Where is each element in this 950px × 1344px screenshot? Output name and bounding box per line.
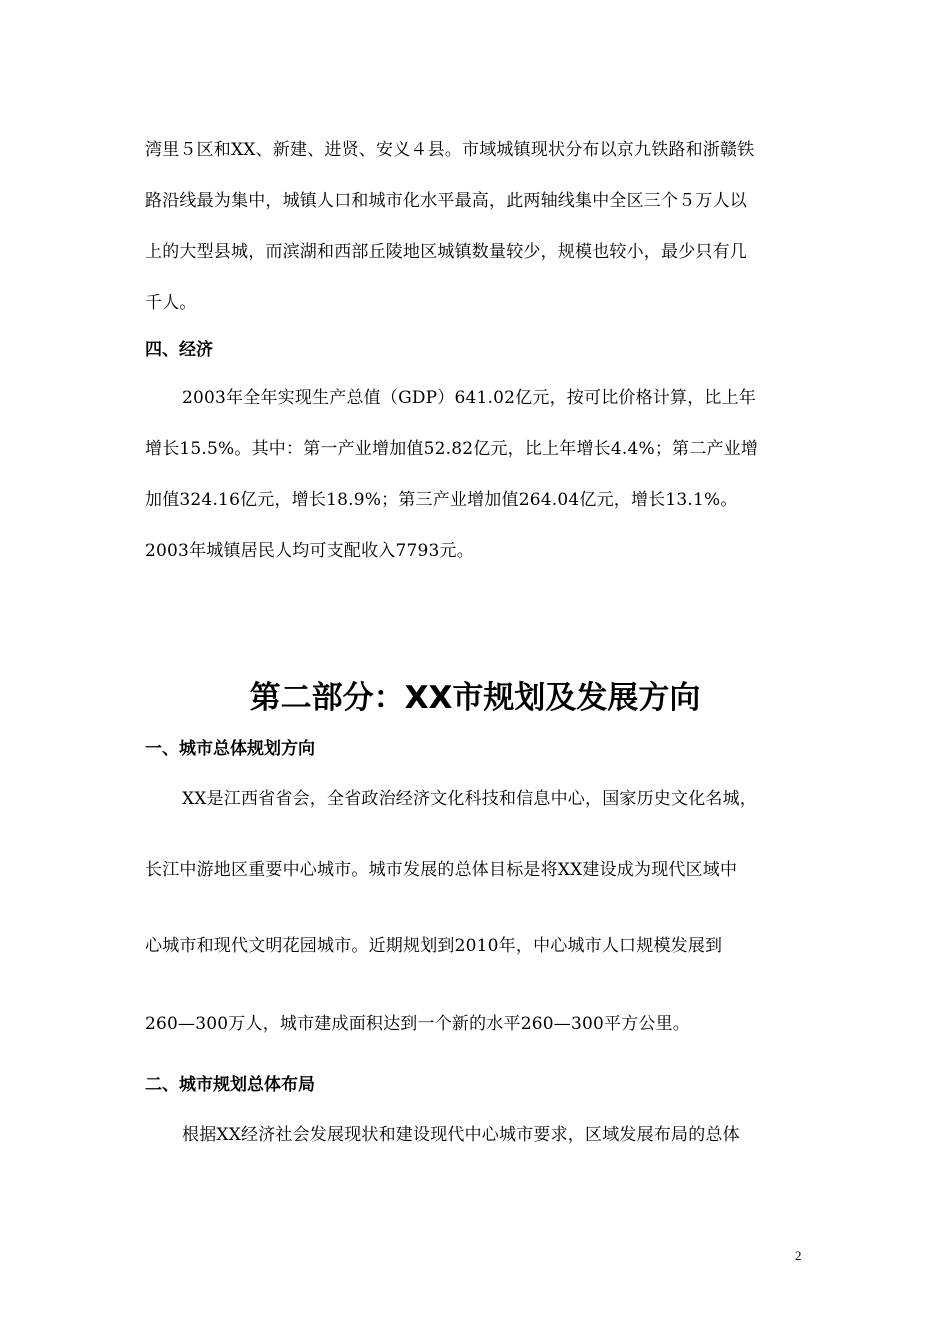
paragraph-line: 2003年城镇居民人均可支配收入7793元。 (145, 541, 474, 561)
paragraph-line: 千人。 (145, 293, 197, 313)
paragraph-line: 湾里５区和XX、新建、进贤、安义４县。市域城镇现状分布以京九铁路和浙赣铁 (145, 140, 755, 160)
page-number: 2 (795, 1248, 802, 1263)
part-title: 第二部分：XX市规划及发展方向 (249, 680, 701, 716)
paragraph-line: 根据XX经济社会发展现状和建设现代中心城市要求，区域发展布局的总体 (182, 1125, 740, 1145)
paragraph-line: 长江中游地区重要中心城市。城市发展的总体目标是将XX建设成为现代区域中 (145, 860, 738, 880)
paragraph-line: 上的大型县城，而滨湖和西部丘陵地区城镇数量较少，规模也较小，最少只有几 (145, 242, 747, 262)
section-heading-economy: 四、经济 (145, 340, 213, 360)
paragraph-line: 心城市和现代文明花园城市。近期规划到2010年，中心城市人口规模发展到 (145, 936, 723, 956)
paragraph-line: 增长15.5%。其中：第一产业增加值52.82亿元，比上年增长4.4%；第二产业增 (145, 439, 759, 459)
section-heading-overall-layout: 二、城市规划总体布局 (145, 1075, 315, 1095)
paragraph-line: 260—300万人，城市建成面积达到一个新的水平260—300平方公里。 (145, 1014, 690, 1034)
paragraph-line: 加值324.16亿元，增长18.9%；第三产业增加值264.04亿元，增长13.1%。 (145, 490, 738, 510)
paragraph-line: 2003年全年实现生产总值（GDP）641.02亿元，按可比价格计算，比上年 (182, 388, 756, 408)
paragraph-line: 路沿线最为集中，城镇人口和城市化水平最高，此两轴线集中全区三个５万人以 (145, 191, 747, 211)
section-heading-planning-direction: 一、城市总体规划方向 (145, 739, 315, 759)
paragraph-line: XX是江西省省会，全省政治经济文化科技和信息中心，国家历史文化名城， (182, 789, 758, 809)
